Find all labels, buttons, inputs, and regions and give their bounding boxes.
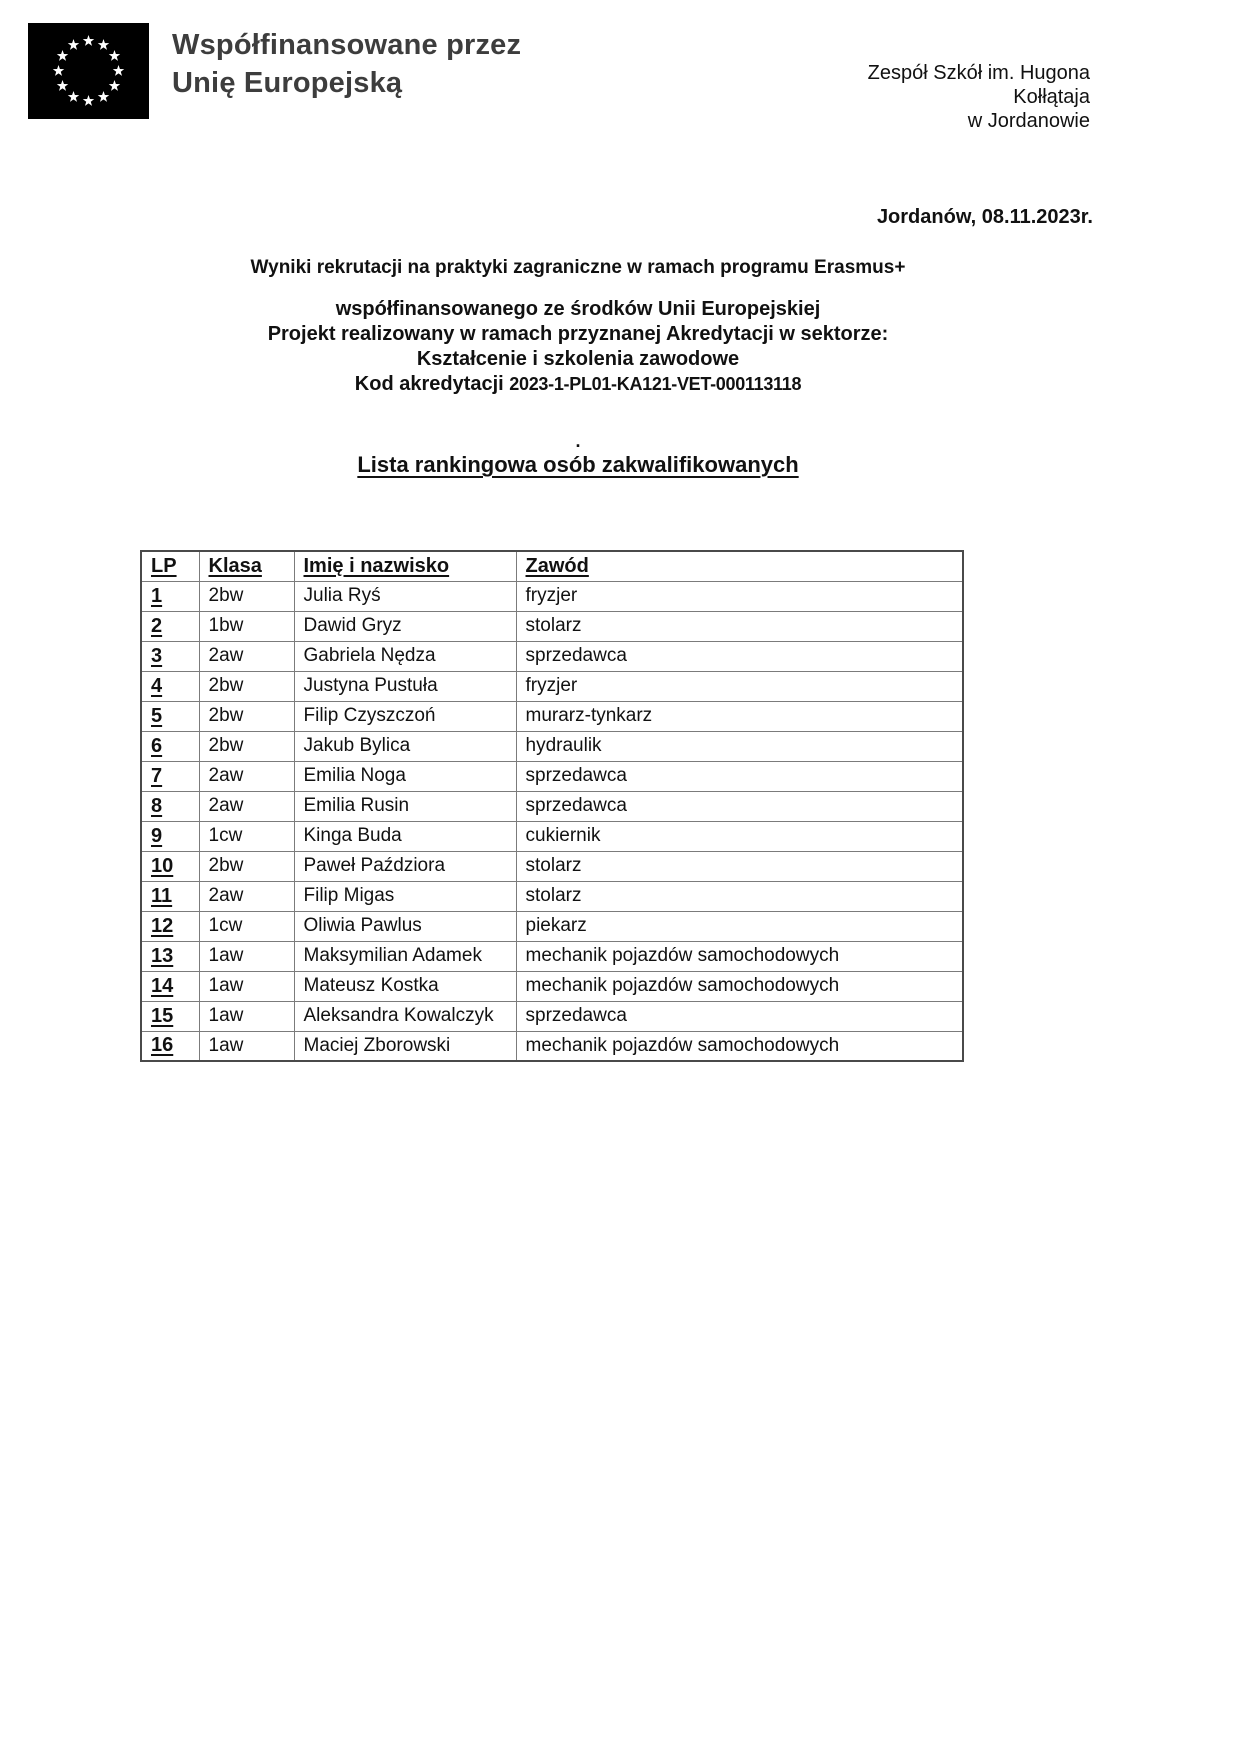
rank-cell: 13 (141, 941, 199, 971)
eu-cofunding-line1: Współfinansowane przez (172, 29, 522, 61)
table-row (141, 761, 963, 791)
profession-cell: piekarz (516, 911, 963, 941)
table-row (141, 971, 963, 1001)
class-cell: 2aw (199, 641, 294, 671)
class-cell: 2aw (199, 791, 294, 821)
profession-cell: cukiernik (516, 821, 963, 851)
student-name-cell: Aleksandra Kowalczyk (294, 1001, 516, 1031)
student-name-cell: Gabriela Nędza (294, 641, 516, 671)
table-row (141, 941, 963, 971)
profession-cell: hydraulik (516, 731, 963, 761)
profession-cell: stolarz (516, 611, 963, 641)
class-cell: 1bw (199, 611, 294, 641)
profession-cell: sprzedawca (516, 791, 963, 821)
profession-cell: stolarz (516, 881, 963, 911)
table-row (141, 911, 963, 941)
school-name-line1: Zespół Szkół im. Hugona (867, 62, 1090, 84)
rank-cell: 8 (141, 791, 199, 821)
intro-line-sector: Kształcenie i szkolenia zawodowe (416, 348, 740, 370)
class-cell: 1aw (199, 941, 294, 971)
column-header-zawod: Zawód (516, 551, 963, 581)
intro-heading-block (140, 255, 1016, 397)
student-name-cell: Kinga Buda (294, 821, 516, 851)
rank-cell: 3 (141, 641, 199, 671)
ranking-table (140, 550, 964, 1062)
student-name-cell: Julia Ryś (294, 581, 516, 611)
student-name-cell: Filip Czyszczoń (294, 701, 516, 731)
table-row (141, 1031, 963, 1061)
profession-cell: mechanik pojazdów samochodowych (516, 971, 963, 1001)
rank-cell: 10 (141, 851, 199, 881)
class-cell: 1aw (199, 971, 294, 1001)
column-header-name: Imię i nazwisko (294, 551, 516, 581)
class-cell: 1cw (199, 821, 294, 851)
eu-cofunding-line2: Unię Europejską (172, 67, 403, 99)
intro-line-code (140, 372, 1016, 397)
student-name-cell: Jakub Bylica (294, 731, 516, 761)
profession-cell: mechanik pojazdów samochodowych (516, 941, 963, 971)
column-header-klasa: Klasa (199, 551, 294, 581)
class-cell: 1aw (199, 1001, 294, 1031)
class-cell: 2bw (199, 851, 294, 881)
rank-cell: 6 (141, 731, 199, 761)
profession-cell: sprzedawca (516, 761, 963, 791)
table-row (141, 611, 963, 641)
class-cell: 2bw (199, 701, 294, 731)
student-name-cell: Maksymilian Adamek (294, 941, 516, 971)
eu-cofunding-label (172, 26, 521, 102)
rank-cell: 1 (141, 581, 199, 611)
class-cell: 2aw (199, 761, 294, 791)
table-row (141, 791, 963, 821)
ranking-table-body (141, 581, 963, 1061)
class-cell: 1aw (199, 1031, 294, 1061)
ranking-table-header (141, 551, 963, 581)
table-row (141, 581, 963, 611)
rank-cell: 12 (141, 911, 199, 941)
table-row (141, 671, 963, 701)
profession-cell: sprzedawca (516, 641, 963, 671)
student-name-cell: Paweł Paździora (294, 851, 516, 881)
profession-cell: fryzjer (516, 581, 963, 611)
stray-dot: . (575, 431, 581, 451)
student-name-cell: Filip Migas (294, 881, 516, 911)
student-name-cell: Emilia Noga (294, 761, 516, 791)
school-name-line3: w Jordanowie (967, 110, 1090, 132)
profession-cell: stolarz (516, 851, 963, 881)
profession-cell: mechanik pojazdów samochodowych (516, 1031, 963, 1061)
class-cell: 2bw (199, 671, 294, 701)
student-name-cell: Oliwia Pawlus (294, 911, 516, 941)
table-row (141, 851, 963, 881)
student-name-cell: Dawid Gryz (294, 611, 516, 641)
class-cell: 2bw (199, 581, 294, 611)
class-cell: 1cw (199, 911, 294, 941)
class-cell: 2aw (199, 881, 294, 911)
rank-cell: 14 (141, 971, 199, 1001)
rank-cell: 4 (141, 671, 199, 701)
rank-cell: 7 (141, 761, 199, 791)
student-name-cell: Maciej Zborowski (294, 1031, 516, 1061)
table-row (141, 1001, 963, 1031)
rank-cell: 15 (141, 1001, 199, 1031)
rank-cell: 11 (141, 881, 199, 911)
class-cell: 2bw (199, 731, 294, 761)
rank-cell: 2 (141, 611, 199, 641)
header-row (141, 551, 963, 581)
table-row (141, 731, 963, 761)
table-row (141, 701, 963, 731)
page-title: Lista rankingowa osób zakwalifikowanych (357, 452, 799, 477)
profession-cell: sprzedawca (516, 1001, 963, 1031)
profession-cell: murarz-tynkarz (516, 701, 963, 731)
student-name-cell: Emilia Rusin (294, 791, 516, 821)
accreditation-code-label: Kod akredytacji (354, 373, 510, 395)
place-date-line: Jordanów, 08.11.2023r. (876, 206, 1093, 228)
rank-cell: 5 (141, 701, 199, 731)
intro-line-cofunded: współfinansowanego ze środków Unii Europejskiej (335, 298, 821, 320)
intro-line-results: Wyniki rekrutacji na praktyki zagraniczne w ramach programu Erasmus+ (250, 257, 906, 278)
table-row (141, 821, 963, 851)
intro-line-accreditation: Projekt realizowany w ramach przyznanej Akredytacji w sektorze: (267, 323, 889, 345)
column-header-lp: LP (141, 551, 199, 581)
rank-cell: 16 (141, 1031, 199, 1061)
table-row (141, 641, 963, 671)
eu-flag-icon (28, 23, 149, 119)
student-name-cell: Mateusz Kostka (294, 971, 516, 1001)
profession-cell: fryzjer (516, 671, 963, 701)
rank-cell: 9 (141, 821, 199, 851)
accreditation-code-value: 2023-1-PL01-KA121-VET-000113118 (509, 374, 802, 394)
student-name-cell: Justyna Pustuła (294, 671, 516, 701)
school-name-line2: Kołłątaja (1013, 86, 1090, 108)
school-name-block (868, 61, 1090, 133)
table-row (141, 881, 963, 911)
